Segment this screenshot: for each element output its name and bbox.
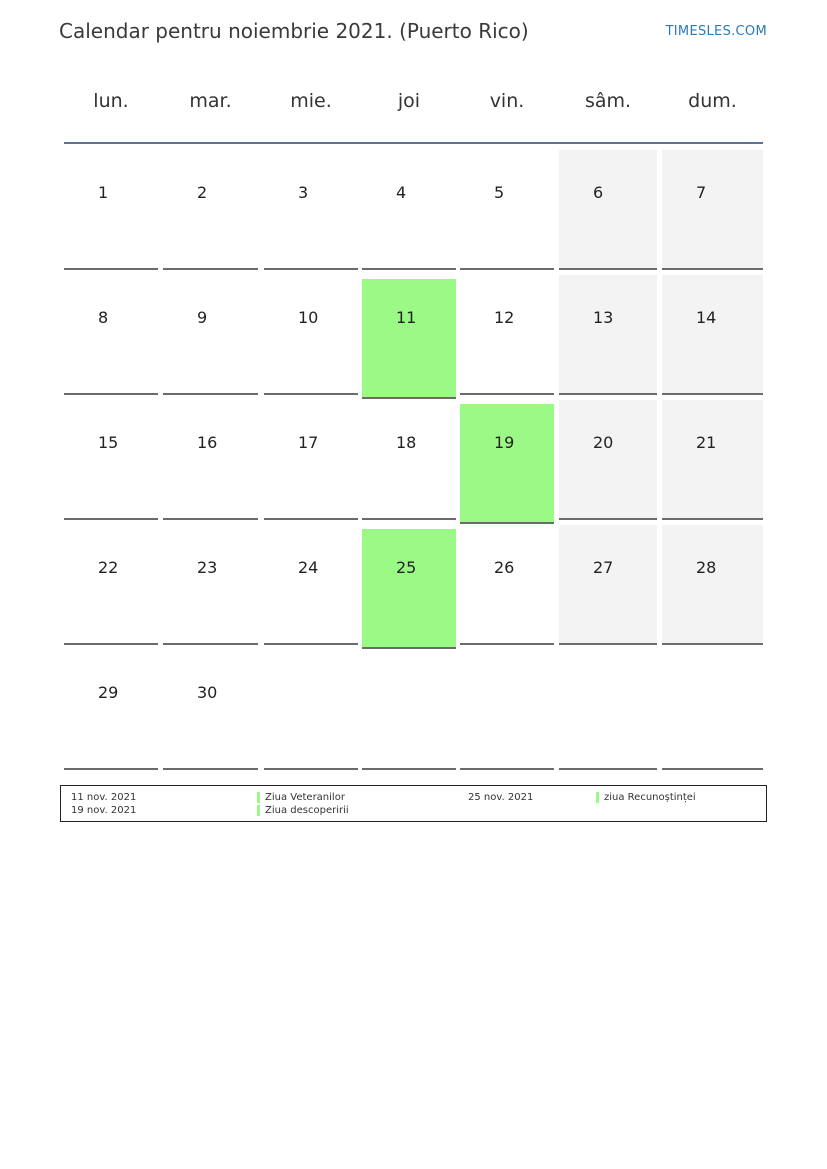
weekday-label: joi <box>397 90 421 112</box>
day-number: 21 <box>696 433 717 452</box>
day-number: 16 <box>197 433 218 452</box>
cell-divider <box>264 643 358 645</box>
cell-divider <box>460 268 554 270</box>
cell-divider <box>362 268 456 270</box>
day-number: 4 <box>396 183 407 202</box>
day-number: 20 <box>593 433 614 452</box>
cell-divider <box>662 518 763 520</box>
cell-divider <box>559 768 657 770</box>
cell-divider <box>163 268 258 270</box>
cell-divider <box>163 643 258 645</box>
day-number: 6 <box>593 183 604 202</box>
cell-divider <box>460 522 554 524</box>
day-number: 23 <box>197 558 218 577</box>
cell-divider <box>362 647 456 649</box>
cell-divider <box>559 518 657 520</box>
cell-divider <box>662 768 763 770</box>
day-cell <box>460 650 554 770</box>
day-cell[interactable] <box>64 275 158 395</box>
day-cell <box>662 650 763 770</box>
day-cell[interactable] <box>163 150 258 270</box>
day-cell[interactable] <box>163 275 258 395</box>
cell-divider <box>460 643 554 645</box>
day-cell[interactable] <box>163 650 258 770</box>
day-number: 7 <box>696 183 707 202</box>
cell-divider <box>662 393 763 395</box>
legend-date: 25 nov. 2021 <box>468 792 534 803</box>
day-cell[interactable] <box>460 525 554 645</box>
weekend-day-cell[interactable] <box>662 150 763 270</box>
day-cell <box>264 650 358 770</box>
day-cell[interactable] <box>64 400 158 520</box>
holiday-color-marker <box>257 792 260 803</box>
cell-divider <box>163 393 258 395</box>
day-cell[interactable] <box>362 400 456 520</box>
day-number: 12 <box>494 308 515 327</box>
weekday-label: dum. <box>688 90 737 112</box>
cell-divider <box>460 768 554 770</box>
day-number: 26 <box>494 558 515 577</box>
day-number: 24 <box>298 558 319 577</box>
cell-divider <box>264 768 358 770</box>
day-cell <box>362 650 456 770</box>
holiday-color-marker <box>596 792 599 803</box>
weekend-day-cell[interactable] <box>559 400 657 520</box>
weekend-day-cell[interactable] <box>662 275 763 395</box>
weekday-label: sâm. <box>584 90 632 112</box>
day-number: 5 <box>494 183 505 202</box>
day-number: 11 <box>396 308 417 327</box>
day-number: 2 <box>197 183 208 202</box>
day-number: 8 <box>98 308 109 327</box>
weekday-header <box>60 80 767 130</box>
day-number: 3 <box>298 183 309 202</box>
cell-divider <box>64 768 158 770</box>
weekday-label: mar. <box>189 90 232 112</box>
day-cell[interactable] <box>362 150 456 270</box>
day-number: 10 <box>298 308 319 327</box>
cell-divider <box>362 397 456 399</box>
day-number: 1 <box>98 183 109 202</box>
legend-holiday-name: Ziua Veteranilor <box>265 792 345 803</box>
day-number: 17 <box>298 433 319 452</box>
day-cell[interactable] <box>163 400 258 520</box>
day-number: 13 <box>593 308 614 327</box>
weekend-day-cell[interactable] <box>559 150 657 270</box>
day-number: 28 <box>696 558 717 577</box>
day-number: 27 <box>593 558 614 577</box>
day-cell[interactable] <box>460 150 554 270</box>
day-cell[interactable] <box>264 150 358 270</box>
day-cell[interactable] <box>460 275 554 395</box>
cell-divider <box>264 518 358 520</box>
cell-divider <box>559 393 657 395</box>
weekend-day-cell[interactable] <box>662 525 763 645</box>
day-number: 19 <box>494 433 515 452</box>
day-number: 9 <box>197 308 208 327</box>
weekday-label: lun. <box>93 90 129 112</box>
header-divider <box>64 142 763 144</box>
cell-divider <box>662 268 763 270</box>
day-number: 25 <box>396 558 417 577</box>
day-cell <box>559 650 657 770</box>
holiday-day-cell[interactable] <box>362 279 456 399</box>
day-cell[interactable] <box>163 525 258 645</box>
brand-logo[interactable]: TIMESLES.COM <box>665 24 767 39</box>
day-number: 29 <box>98 683 119 702</box>
cell-divider <box>64 518 158 520</box>
cell-divider <box>64 393 158 395</box>
cell-divider <box>163 768 258 770</box>
day-cell[interactable] <box>264 525 358 645</box>
cell-divider <box>264 393 358 395</box>
weekend-day-cell[interactable] <box>559 525 657 645</box>
day-cell[interactable] <box>64 150 158 270</box>
holiday-color-marker <box>257 805 260 816</box>
legend-date: 19 nov. 2021 <box>71 805 137 816</box>
weekend-day-cell[interactable] <box>662 400 763 520</box>
cell-divider <box>460 393 554 395</box>
cell-divider <box>362 518 456 520</box>
cell-divider <box>163 518 258 520</box>
cell-divider <box>362 768 456 770</box>
day-cell[interactable] <box>264 400 358 520</box>
day-cell[interactable] <box>64 525 158 645</box>
cell-divider <box>64 643 158 645</box>
cell-divider <box>559 268 657 270</box>
cell-divider <box>559 643 657 645</box>
holiday-legend <box>60 785 767 822</box>
weekday-label: vin. <box>489 90 525 112</box>
holiday-day-cell[interactable] <box>362 529 456 649</box>
day-number: 14 <box>696 308 717 327</box>
page-title: Calendar pentru noiembrie 2021. (Puerto Rico) <box>59 19 529 43</box>
weekend-day-cell[interactable] <box>559 275 657 395</box>
legend-holiday-name: ziua Recunoștinței <box>604 792 696 803</box>
holiday-day-cell[interactable] <box>460 404 554 524</box>
day-number: 30 <box>197 683 218 702</box>
cell-divider <box>662 643 763 645</box>
legend-holiday-name: Ziua descoperirii <box>265 805 349 816</box>
cell-divider <box>264 268 358 270</box>
day-number: 22 <box>98 558 119 577</box>
day-cell[interactable] <box>64 650 158 770</box>
day-number: 18 <box>396 433 417 452</box>
cell-divider <box>64 268 158 270</box>
weekday-label: mie. <box>290 90 332 112</box>
day-number: 15 <box>98 433 119 452</box>
day-cell[interactable] <box>264 275 358 395</box>
legend-date: 11 nov. 2021 <box>71 792 137 803</box>
